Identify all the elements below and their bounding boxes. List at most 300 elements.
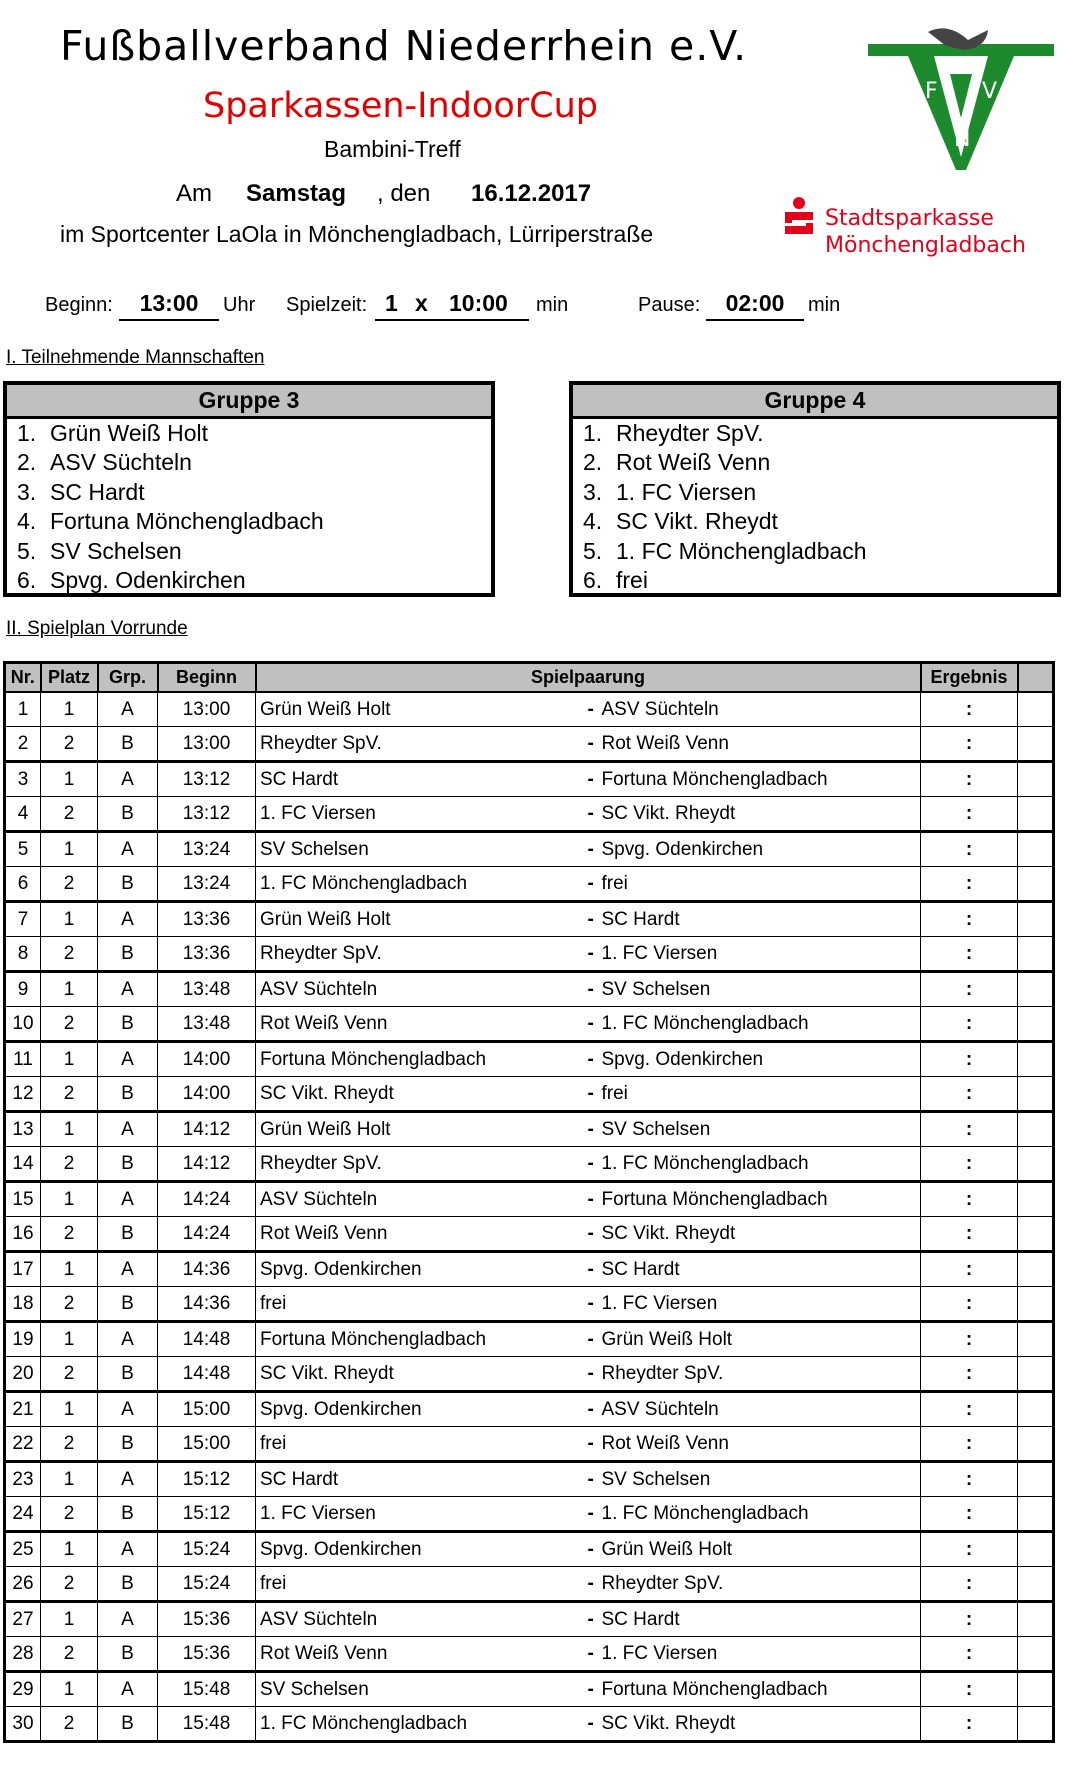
- match-result: :: [921, 762, 1018, 797]
- match-dash: -: [587, 1712, 594, 1734]
- match-away-team: 1. FC Viersen: [601, 942, 718, 964]
- match-platz: 2: [41, 1077, 98, 1112]
- table-row: [5, 1007, 1054, 1042]
- match-group: A: [98, 1462, 158, 1497]
- match-nr: 12: [5, 1077, 41, 1112]
- match-nr: 14: [5, 1147, 41, 1182]
- match-away-cell: [588, 1602, 921, 1637]
- match-time: 13:48: [158, 972, 256, 1007]
- team-number: 6.: [583, 566, 603, 593]
- match-extra: [1018, 1077, 1054, 1112]
- match-extra: [1018, 1462, 1054, 1497]
- match-time: 13:24: [158, 867, 256, 902]
- match-away-cell: [588, 1042, 921, 1077]
- match-nr: 21: [5, 1392, 41, 1427]
- logo-letter-n: N: [954, 127, 971, 152]
- match-dash: -: [587, 1502, 594, 1524]
- team-number: 3.: [583, 478, 603, 505]
- match-nr: 29: [5, 1672, 41, 1707]
- match-nr: 13: [5, 1112, 41, 1147]
- match-platz: 1: [41, 1392, 98, 1427]
- match-platz: 1: [41, 832, 98, 867]
- match-time: 13:24: [158, 832, 256, 867]
- match-extra: [1018, 1707, 1054, 1742]
- match-group: B: [98, 937, 158, 972]
- match-result: :: [921, 1602, 1018, 1637]
- match-nr: 4: [5, 797, 41, 832]
- match-away-team: 1. FC Mönchengladbach: [601, 1152, 809, 1174]
- match-platz: 1: [41, 902, 98, 937]
- table-row: [5, 1462, 1054, 1497]
- match-group: A: [98, 1322, 158, 1357]
- match-result: :: [921, 1182, 1018, 1217]
- match-dash: -: [587, 838, 594, 860]
- match-nr: 5: [5, 832, 41, 867]
- col-header-grp: Grp.: [98, 663, 158, 693]
- team-number: 2.: [583, 449, 603, 476]
- match-extra: [1018, 1147, 1054, 1182]
- match-nr: 15: [5, 1182, 41, 1217]
- match-result: :: [921, 832, 1018, 867]
- match-home-team: Rot Weiß Venn: [256, 1007, 588, 1042]
- match-away-cell: [588, 1672, 921, 1707]
- col-header-spielpaarung: Spielpaarung: [256, 663, 921, 693]
- match-platz: 1: [41, 1672, 98, 1707]
- group-team-item: [7, 507, 491, 536]
- group-4-title: Gruppe 4: [573, 385, 1057, 419]
- match-group: B: [98, 727, 158, 762]
- match-extra: [1018, 1252, 1054, 1287]
- match-away-team: SV Schelsen: [601, 1468, 711, 1490]
- match-result: :: [921, 1322, 1018, 1357]
- match-away-team: 1. FC Viersen: [601, 1642, 718, 1664]
- match-result: :: [921, 1532, 1018, 1567]
- match-away-team: ASV Süchteln: [601, 1398, 719, 1420]
- match-away-team: frei: [601, 872, 628, 894]
- match-group: B: [98, 1357, 158, 1392]
- table-row: [5, 1567, 1054, 1602]
- match-away-cell: [588, 1322, 921, 1357]
- match-nr: 25: [5, 1532, 41, 1567]
- match-schedule-table: [3, 661, 1055, 1743]
- match-group: B: [98, 1077, 158, 1112]
- match-group: B: [98, 867, 158, 902]
- match-platz: 2: [41, 1427, 98, 1462]
- group-3-title: Gruppe 3: [7, 385, 491, 419]
- team-name: frei: [616, 566, 648, 593]
- match-platz: 2: [41, 1637, 98, 1672]
- group-team-item: [7, 537, 491, 566]
- match-group: B: [98, 1637, 158, 1672]
- match-extra: [1018, 1007, 1054, 1042]
- match-extra: [1018, 727, 1054, 762]
- match-time: 13:36: [158, 937, 256, 972]
- weekday: Samstag: [246, 180, 347, 207]
- match-away-team: 1. FC Viersen: [601, 1292, 718, 1314]
- team-name: 1. FC Mönchengladbach: [616, 537, 867, 564]
- match-home-team: Fortuna Mönchengladbach: [256, 1322, 588, 1357]
- match-time: 15:00: [158, 1427, 256, 1462]
- match-time: 14:24: [158, 1182, 256, 1217]
- match-home-team: frei: [256, 1567, 588, 1602]
- match-time: 15:00: [158, 1392, 256, 1427]
- match-home-team: SV Schelsen: [256, 832, 588, 867]
- team-name: Rheydter SpV.: [616, 420, 764, 446]
- match-group: B: [98, 1427, 158, 1462]
- match-away-cell: [588, 762, 921, 797]
- table-row: [5, 1602, 1054, 1637]
- match-dash: -: [587, 942, 594, 964]
- team-name: Fortuna Mönchengladbach: [50, 508, 324, 535]
- table-row: [5, 902, 1054, 937]
- team-name: Grün Weiß Holt: [50, 420, 209, 446]
- match-group: B: [98, 1147, 158, 1182]
- match-result: :: [921, 727, 1018, 762]
- match-result: :: [921, 1637, 1018, 1672]
- match-dash: -: [587, 1188, 594, 1210]
- match-result: :: [921, 972, 1018, 1007]
- match-dash: -: [587, 1118, 594, 1140]
- match-time: 14:00: [158, 1042, 256, 1077]
- match-home-team: Rheydter SpV.: [256, 727, 588, 762]
- match-platz: 2: [41, 1497, 98, 1532]
- match-dash: -: [587, 978, 594, 1000]
- table-header-row: [5, 663, 1054, 693]
- match-extra: [1018, 1672, 1054, 1707]
- match-platz: 2: [41, 1357, 98, 1392]
- match-home-team: Grün Weiß Holt: [256, 692, 588, 727]
- min-label-1: min: [536, 294, 569, 316]
- match-away-cell: [588, 832, 921, 867]
- match-time: 13:12: [158, 797, 256, 832]
- match-result: :: [921, 1672, 1018, 1707]
- match-group: B: [98, 1287, 158, 1322]
- spielzeit-value: 10:00: [449, 290, 508, 316]
- match-time: 13:48: [158, 1007, 256, 1042]
- table-row: [5, 1182, 1054, 1217]
- section-plan-heading: II. Spielplan Vorrunde: [6, 618, 188, 639]
- match-home-team: SC Hardt: [256, 762, 588, 797]
- match-result: :: [921, 1042, 1018, 1077]
- match-nr: 23: [5, 1462, 41, 1497]
- match-extra: [1018, 1182, 1054, 1217]
- match-home-team: Fortuna Mönchengladbach: [256, 1042, 588, 1077]
- match-nr: 9: [5, 972, 41, 1007]
- team-number: 1.: [583, 420, 603, 446]
- group-team-item: [7, 566, 491, 595]
- match-nr: 20: [5, 1357, 41, 1392]
- match-result: :: [921, 692, 1018, 727]
- match-platz: 2: [41, 1217, 98, 1252]
- match-result: :: [921, 867, 1018, 902]
- team-number: 5.: [17, 537, 37, 564]
- match-group: B: [98, 1007, 158, 1042]
- match-result: :: [921, 1497, 1018, 1532]
- match-home-team: 1. FC Mönchengladbach: [256, 867, 588, 902]
- table-row: [5, 1217, 1054, 1252]
- match-dash: -: [587, 1642, 594, 1664]
- match-platz: 2: [41, 1147, 98, 1182]
- match-away-cell: [588, 937, 921, 972]
- match-home-team: SC Vikt. Rheydt: [256, 1077, 588, 1112]
- match-time: 13:00: [158, 692, 256, 727]
- match-group: A: [98, 902, 158, 937]
- match-away-team: Rot Weiß Venn: [601, 1432, 729, 1454]
- group-team-item: [573, 507, 1057, 536]
- match-home-team: frei: [256, 1287, 588, 1322]
- match-nr: 26: [5, 1567, 41, 1602]
- match-platz: 2: [41, 1287, 98, 1322]
- match-home-team: ASV Süchteln: [256, 972, 588, 1007]
- match-away-team: SC Hardt: [601, 1608, 680, 1630]
- team-name: SC Hardt: [50, 478, 145, 505]
- match-extra: [1018, 1357, 1054, 1392]
- match-nr: 2: [5, 727, 41, 762]
- match-away-team: SC Vikt. Rheydt: [601, 1222, 736, 1244]
- match-away-team: Spvg. Odenkirchen: [601, 1048, 764, 1070]
- table-row: [5, 797, 1054, 832]
- team-number: 5.: [583, 537, 603, 564]
- group-team-item: [7, 419, 491, 448]
- match-group: A: [98, 1252, 158, 1287]
- match-away-team: Rheydter SpV.: [601, 1572, 724, 1594]
- match-group: A: [98, 1532, 158, 1567]
- match-nr: 6: [5, 867, 41, 902]
- match-time: 14:00: [158, 1077, 256, 1112]
- match-home-team: Spvg. Odenkirchen: [256, 1532, 588, 1567]
- match-away-cell: [588, 1427, 921, 1462]
- match-dash: -: [587, 1152, 594, 1174]
- match-away-cell: [588, 1112, 921, 1147]
- col-header-beginn: Beginn: [158, 663, 256, 693]
- match-dash: -: [587, 1012, 594, 1034]
- match-dash: -: [587, 1538, 594, 1560]
- match-home-team: Rot Weiß Venn: [256, 1637, 588, 1672]
- match-extra: [1018, 1567, 1054, 1602]
- group-team-item: [7, 478, 491, 507]
- match-dash: -: [587, 1222, 594, 1244]
- match-nr: 19: [5, 1322, 41, 1357]
- match-platz: 2: [41, 867, 98, 902]
- table-row: [5, 972, 1054, 1007]
- team-name: 1. FC Viersen: [616, 478, 757, 505]
- match-away-cell: [588, 1287, 921, 1322]
- spielzeit-x: x: [415, 290, 428, 316]
- match-dash: -: [587, 1572, 594, 1594]
- match-platz: 1: [41, 972, 98, 1007]
- match-group: B: [98, 1497, 158, 1532]
- match-away-cell: [588, 1567, 921, 1602]
- table-row: [5, 867, 1054, 902]
- match-home-team: Rot Weiß Venn: [256, 1217, 588, 1252]
- match-extra: [1018, 972, 1054, 1007]
- match-extra: [1018, 1602, 1054, 1637]
- match-group: A: [98, 1042, 158, 1077]
- uhr-label: Uhr: [223, 294, 256, 316]
- match-away-cell: [588, 1497, 921, 1532]
- match-time: 15:36: [158, 1602, 256, 1637]
- table-row: [5, 1112, 1054, 1147]
- match-nr: 3: [5, 762, 41, 797]
- match-result: :: [921, 1567, 1018, 1602]
- match-platz: 1: [41, 692, 98, 727]
- match-result: :: [921, 1287, 1018, 1322]
- match-away-cell: [588, 1217, 921, 1252]
- table-row: [5, 1672, 1054, 1707]
- match-dash: -: [587, 1398, 594, 1420]
- match-platz: 1: [41, 762, 98, 797]
- match-away-cell: [588, 727, 921, 762]
- match-extra: [1018, 1392, 1054, 1427]
- match-away-cell: [588, 1637, 921, 1672]
- match-away-cell: [588, 1252, 921, 1287]
- match-platz: 1: [41, 1182, 98, 1217]
- match-dash: -: [587, 1048, 594, 1070]
- match-dash: -: [587, 1468, 594, 1490]
- match-home-team: Grün Weiß Holt: [256, 902, 588, 937]
- sparkasse-s-icon: [782, 196, 816, 236]
- match-platz: 1: [41, 1112, 98, 1147]
- team-number: 6.: [17, 566, 37, 593]
- table-row: [5, 692, 1054, 727]
- team-number: 4.: [17, 508, 37, 535]
- match-extra: [1018, 937, 1054, 972]
- spielzeit-field: [375, 290, 529, 321]
- match-nr: 24: [5, 1497, 41, 1532]
- match-away-team: Rheydter SpV.: [601, 1362, 724, 1384]
- match-home-team: Spvg. Odenkirchen: [256, 1252, 588, 1287]
- match-nr: 8: [5, 937, 41, 972]
- match-away-team: Fortuna Mönchengladbach: [601, 1188, 828, 1210]
- team-name: ASV Süchteln: [50, 449, 192, 476]
- match-away-cell: [588, 867, 921, 902]
- match-away-team: Fortuna Mönchengladbach: [601, 1678, 828, 1700]
- match-result: :: [921, 1392, 1018, 1427]
- match-time: 14:48: [158, 1357, 256, 1392]
- match-platz: 2: [41, 1707, 98, 1742]
- match-group: B: [98, 1707, 158, 1742]
- match-group: A: [98, 762, 158, 797]
- match-time: 15:24: [158, 1567, 256, 1602]
- match-platz: 1: [41, 1602, 98, 1637]
- match-extra: [1018, 1497, 1054, 1532]
- match-result: :: [921, 1252, 1018, 1287]
- match-home-team: 1. FC Viersen: [256, 1497, 588, 1532]
- col-header-ergebnis: Ergebnis: [921, 663, 1018, 693]
- match-home-team: Grün Weiß Holt: [256, 1112, 588, 1147]
- match-group: A: [98, 1112, 158, 1147]
- table-row: [5, 1357, 1054, 1392]
- match-dash: -: [587, 1258, 594, 1280]
- match-time: 15:12: [158, 1497, 256, 1532]
- match-group: A: [98, 1602, 158, 1637]
- team-number: 1.: [17, 420, 37, 446]
- table-row: [5, 937, 1054, 972]
- team-number: 3.: [17, 478, 37, 505]
- match-group: A: [98, 692, 158, 727]
- table-row: [5, 1287, 1054, 1322]
- event-date: 16.12.2017: [471, 180, 592, 207]
- group-4-box: [569, 381, 1061, 597]
- team-name: Spvg. Odenkirchen: [50, 566, 246, 593]
- match-home-team: ASV Süchteln: [256, 1182, 588, 1217]
- sponsor-name-line1: Stadtsparkasse: [825, 206, 994, 231]
- match-time: 14:48: [158, 1322, 256, 1357]
- match-away-cell: [588, 1007, 921, 1042]
- match-extra: [1018, 867, 1054, 902]
- match-time: 14:24: [158, 1217, 256, 1252]
- col-header-nr: Nr.: [5, 663, 41, 693]
- match-time: 15:48: [158, 1672, 256, 1707]
- match-time: 14:36: [158, 1252, 256, 1287]
- match-away-team: SC Vikt. Rheydt: [601, 1712, 736, 1734]
- match-extra: [1018, 1427, 1054, 1462]
- match-result: :: [921, 1357, 1018, 1392]
- match-dash: -: [587, 802, 594, 824]
- match-result: :: [921, 1217, 1018, 1252]
- match-away-team: Fortuna Mönchengladbach: [601, 768, 828, 790]
- match-result: :: [921, 1007, 1018, 1042]
- match-away-team: Grün Weiß Holt: [601, 1328, 733, 1350]
- match-extra: [1018, 1287, 1054, 1322]
- match-platz: 2: [41, 727, 98, 762]
- match-nr: 1: [5, 692, 41, 727]
- group-3-box: [3, 381, 495, 597]
- group-team-item: [573, 419, 1057, 448]
- table-row: [5, 1532, 1054, 1567]
- table-row: [5, 1077, 1054, 1112]
- match-result: :: [921, 1077, 1018, 1112]
- match-result: :: [921, 937, 1018, 972]
- den-label: , den: [377, 180, 431, 207]
- match-time: 14:12: [158, 1112, 256, 1147]
- table-row: [5, 1042, 1054, 1077]
- table-row: [5, 1497, 1054, 1532]
- sponsor-name-line2: Mönchengladbach: [825, 233, 1026, 258]
- match-extra: [1018, 797, 1054, 832]
- min-label-2: min: [808, 294, 841, 316]
- match-extra: [1018, 762, 1054, 797]
- table-row: [5, 1147, 1054, 1182]
- match-away-cell: [588, 1392, 921, 1427]
- match-home-team: 1. FC Viersen: [256, 797, 588, 832]
- match-nr: 17: [5, 1252, 41, 1287]
- team-number: 4.: [583, 508, 603, 535]
- match-away-team: 1. FC Mönchengladbach: [601, 1012, 809, 1034]
- match-dash: -: [587, 768, 594, 790]
- match-result: :: [921, 902, 1018, 937]
- match-away-cell: [588, 902, 921, 937]
- match-time: 14:36: [158, 1287, 256, 1322]
- match-nr: 18: [5, 1287, 41, 1322]
- match-away-team: SC Vikt. Rheydt: [601, 802, 736, 824]
- match-away-cell: [588, 797, 921, 832]
- col-header-extra: [1018, 663, 1054, 693]
- match-home-team: SV Schelsen: [256, 1672, 588, 1707]
- match-time: 15:48: [158, 1707, 256, 1742]
- match-dash: -: [587, 1678, 594, 1700]
- match-away-team: frei: [601, 1082, 628, 1104]
- venue: im Sportcenter LaOla in Mönchengladbach, Lürriperstraße: [60, 221, 654, 247]
- match-dash: -: [587, 1082, 594, 1104]
- match-away-team: ASV Süchteln: [601, 698, 719, 720]
- match-away-team: SC Hardt: [601, 908, 680, 930]
- match-dash: -: [587, 1432, 594, 1454]
- match-extra: [1018, 832, 1054, 867]
- table-row: [5, 1637, 1054, 1672]
- match-dash: -: [587, 698, 594, 720]
- pause-value: 02:00: [706, 290, 804, 321]
